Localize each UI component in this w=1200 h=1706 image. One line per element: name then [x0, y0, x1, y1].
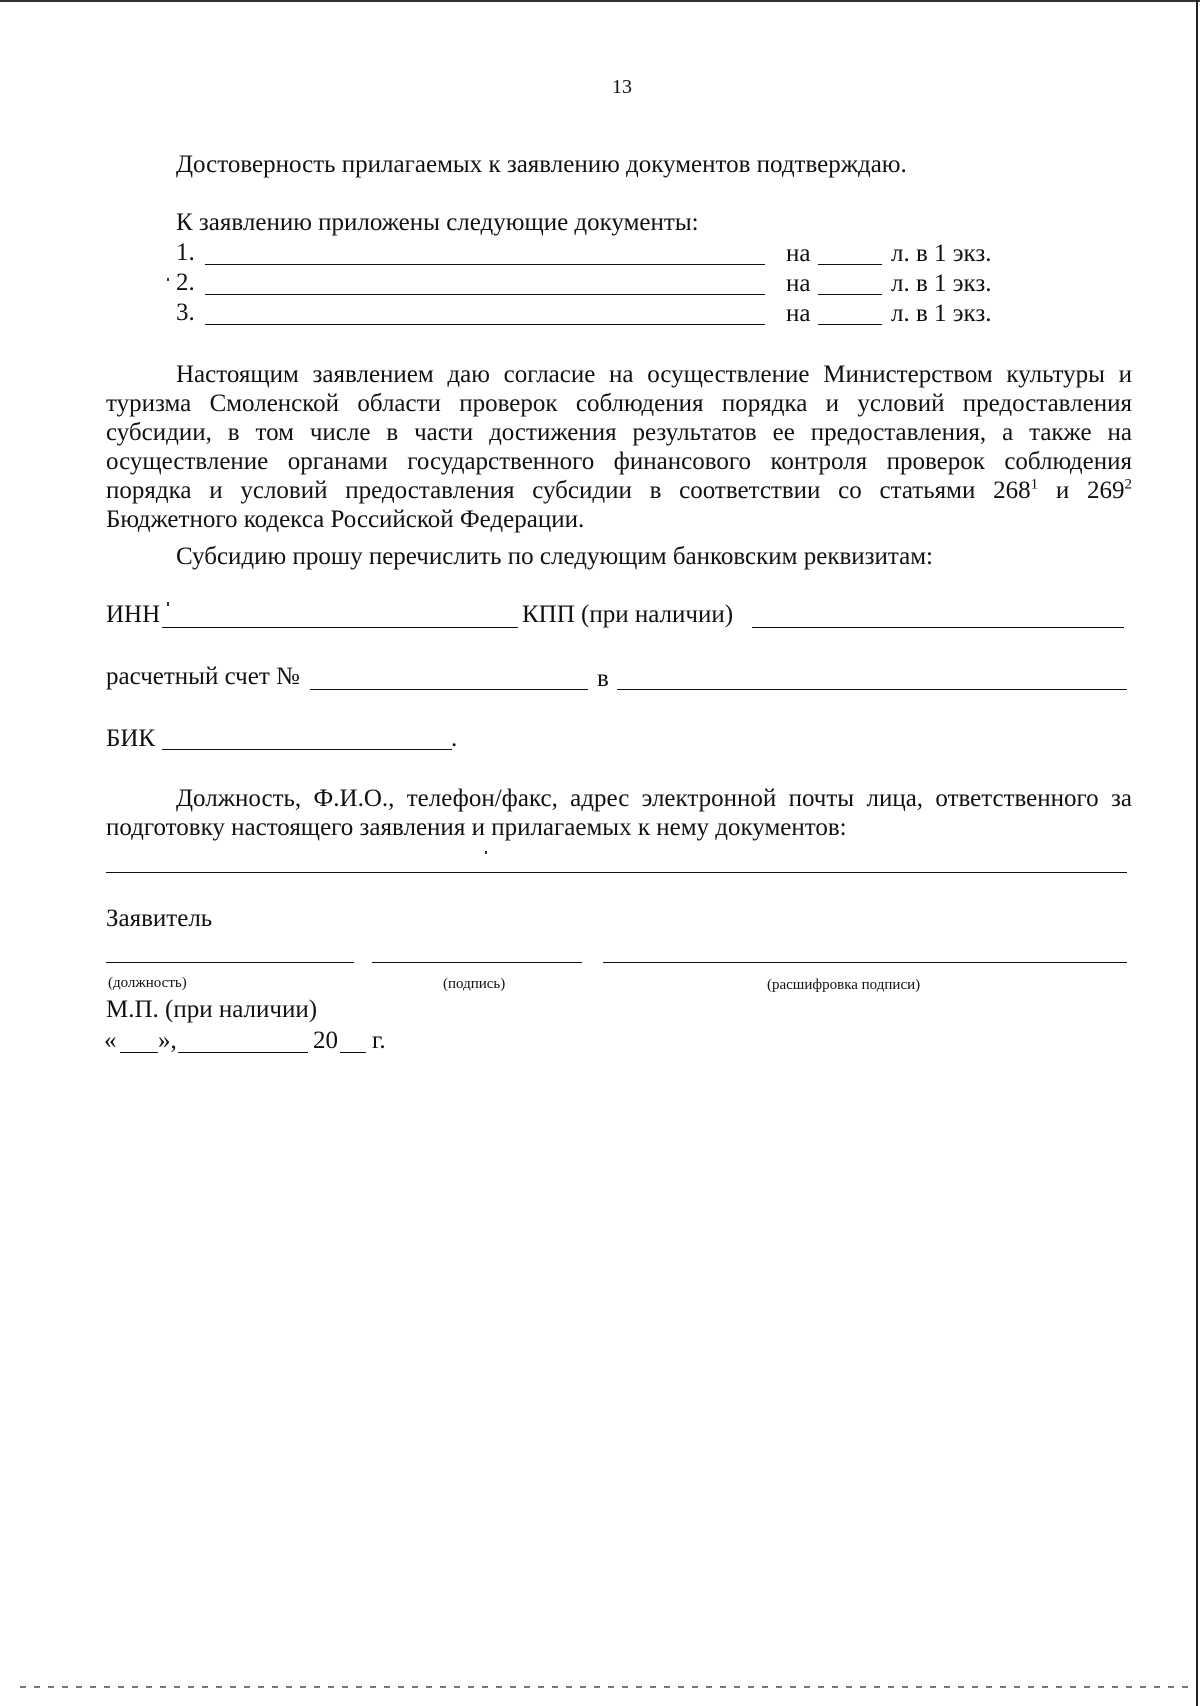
attachments-heading: К заявлению приложены следующие документы: [176, 209, 699, 236]
responsible-text: Должность, Ф.И.О., телефон/факс, адрес электронной почты лица, ответственного за подготовку настоящего заявления и прилагаемых к нему документов: [106, 785, 1132, 841]
article-269-superscript: 2 [1124, 476, 1132, 493]
attachment-on-label: на [786, 240, 811, 267]
inn-label: ИНН [106, 601, 161, 628]
date-month-field[interactable] [178, 1052, 308, 1053]
page-number: 13 [612, 76, 632, 98]
scan-edge-right [1196, 0, 1198, 1706]
bank-request-text: Субсидию прошу перечислить по следующим банковским реквизитам: [176, 543, 934, 570]
attachment-name-field[interactable] [205, 294, 765, 295]
consent-text-end: Бюджетного кодекса Российской Федерации. [106, 506, 585, 533]
attachment-on-label: на [786, 300, 811, 327]
account-label: расчетный счет № [106, 663, 300, 690]
attachment-pages-field[interactable] [818, 264, 882, 265]
responsible-paragraph [106, 784, 1132, 842]
scan-speck [485, 851, 487, 854]
attachment-suffix: л. в 1 экз. [891, 240, 992, 267]
attachment-pages-field[interactable] [818, 294, 882, 295]
attachment-pages-field[interactable] [818, 324, 882, 325]
responsible-person-field[interactable] [106, 872, 1127, 873]
attachment-number: 1. [176, 239, 195, 266]
bik-field[interactable] [162, 749, 452, 750]
date-day-field[interactable] [120, 1052, 158, 1053]
consent-and: и 269 [1038, 477, 1125, 504]
signature-field[interactable] [372, 962, 582, 963]
signature-decoding-field[interactable] [603, 962, 1127, 963]
attachment-name-field[interactable] [205, 264, 765, 265]
scan-speck [167, 278, 169, 281]
confirm-text: Достоверность прилагаемых к заявлению документов подтверждаю. [176, 151, 907, 178]
date-open-quote: « [104, 1027, 117, 1054]
consent-text: Настоящим заявлением даю согласие на осуществление Министерством культуры и туризма Смоленской области проверок соблюдения порядка и условий предоставления субсидии, в том числе в части достижения результатов ее предоставления, а также на осуществление органами государственного финансового контроля проверок соблюдения порядка и условий предоставления субсидии в соответствии со статьями 268 [106, 361, 1132, 504]
attachment-on-label: на [786, 270, 811, 297]
bik-label: БИК [106, 725, 156, 752]
attachment-name-field[interactable] [205, 324, 765, 325]
signature-decoding-caption: (расшифровка подписи) [767, 977, 921, 993]
date-close-quote: », [158, 1027, 177, 1054]
date-year-suffix: г. [372, 1027, 386, 1054]
account-field[interactable] [310, 689, 588, 690]
applicant-label: Заявитель [106, 905, 213, 932]
scan-speck [167, 602, 169, 606]
bank-in-label: в [597, 665, 609, 692]
attachment-number: 2. [176, 269, 195, 296]
attachment-suffix: л. в 1 экз. [891, 300, 992, 327]
article-268-superscript: 1 [1030, 476, 1039, 493]
position-field[interactable] [106, 962, 354, 963]
consent-paragraph [106, 360, 1132, 534]
attachment-number: 3. [176, 299, 195, 326]
attachment-suffix: л. в 1 экз. [891, 270, 992, 297]
position-caption: (должность) [108, 975, 187, 991]
scan-edge-top [0, 0, 1200, 2]
date-year-field[interactable] [340, 1052, 366, 1053]
signature-caption: (подпись) [443, 976, 506, 992]
scan-edge-bottom [20, 1686, 1190, 1688]
date-year-prefix: 20 [313, 1027, 338, 1054]
bank-name-field[interactable] [617, 689, 1127, 690]
bik-period: . [451, 725, 458, 752]
inn-field[interactable] [162, 627, 518, 628]
stamp-label: М.П. (при наличии) [106, 996, 318, 1023]
kpp-label: КПП (при наличии) [522, 601, 734, 628]
kpp-field[interactable] [752, 627, 1124, 628]
